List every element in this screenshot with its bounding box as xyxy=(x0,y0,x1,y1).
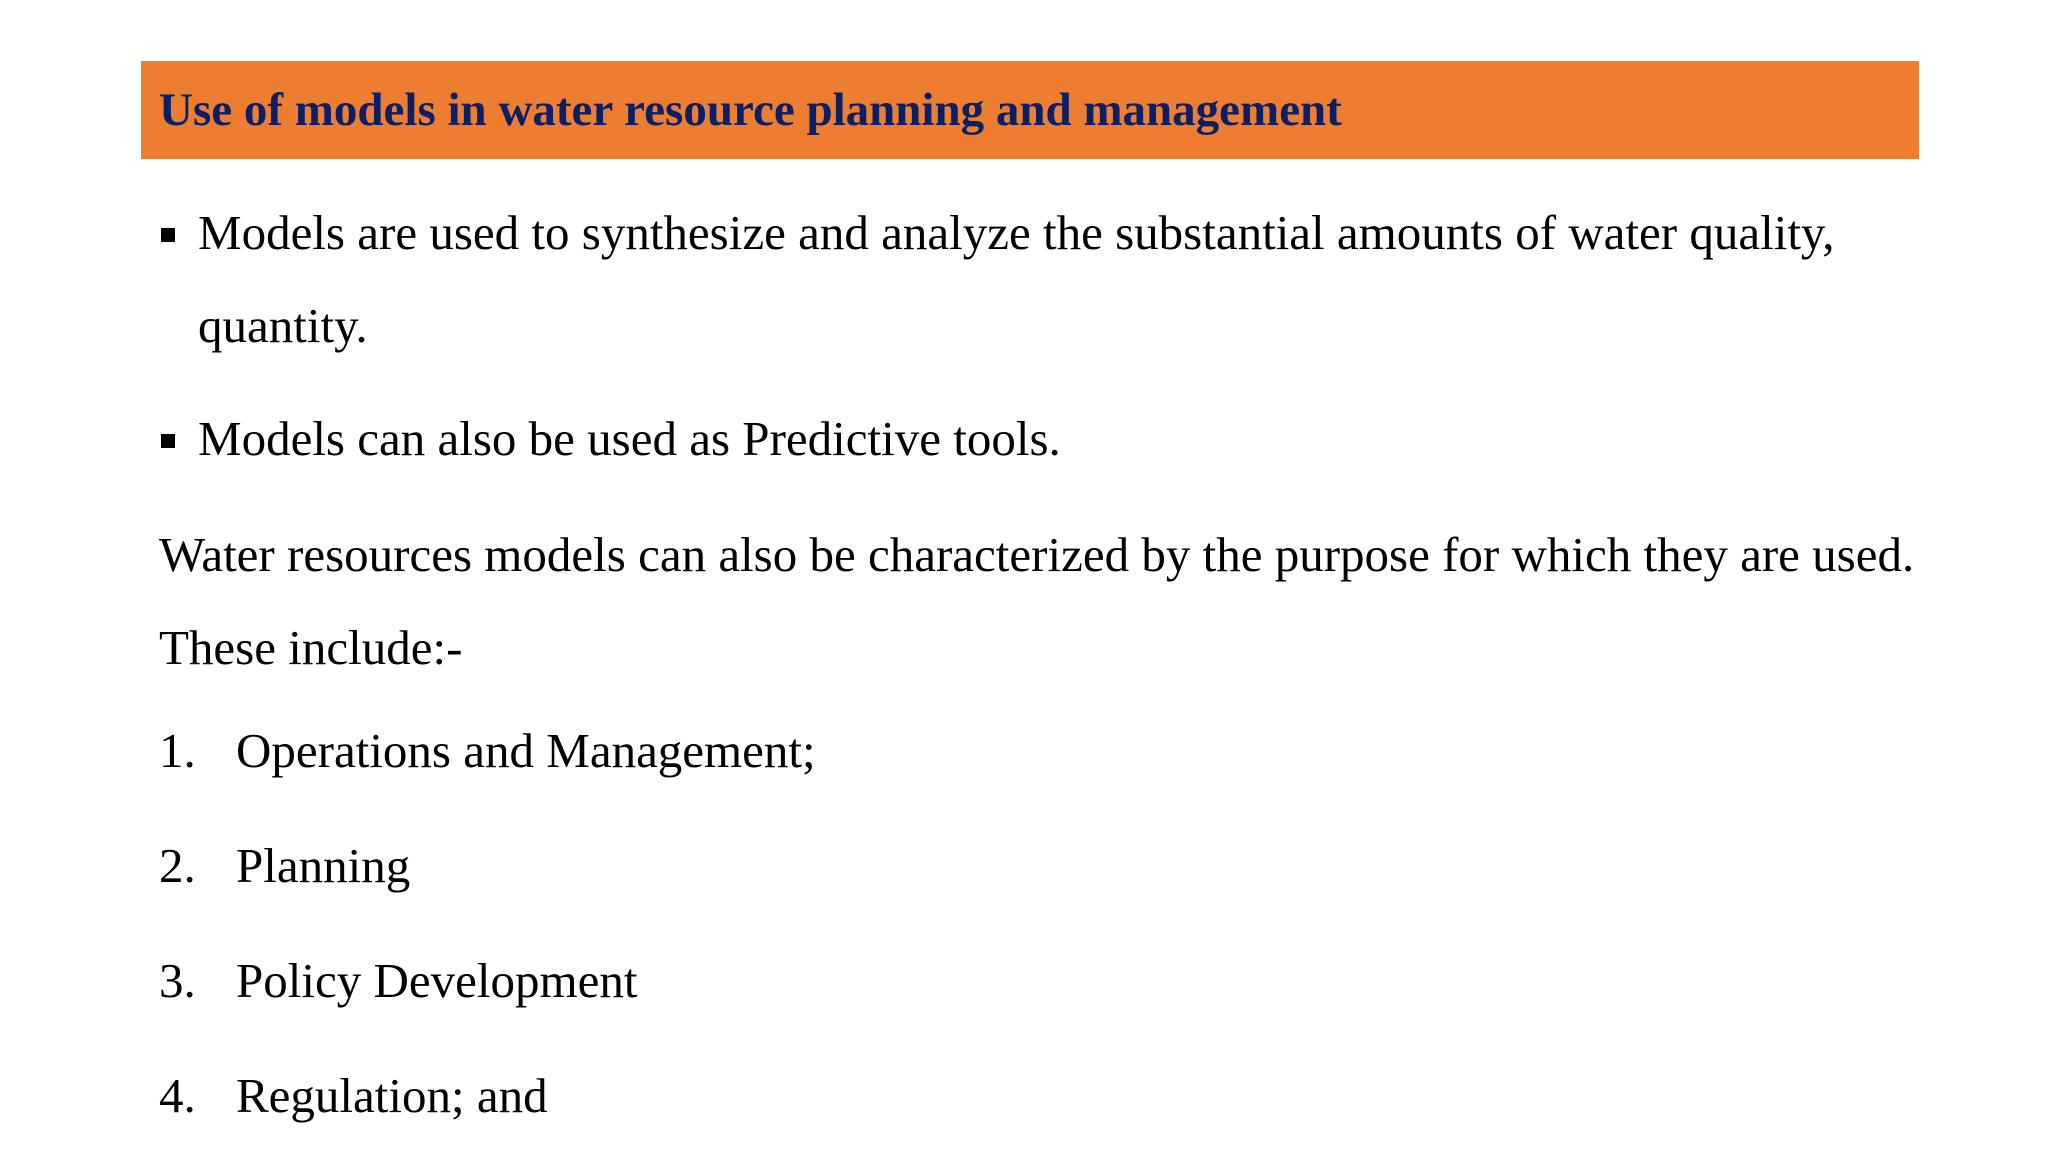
square-bullet-icon xyxy=(161,228,175,242)
bullet-text: Models can also be used as Predictive tools. xyxy=(198,411,1061,466)
item-number: 3. xyxy=(159,953,196,1008)
item-text: Regulation; and xyxy=(236,1068,548,1123)
slide-title: Use of models in water resource planning and management xyxy=(159,84,1342,136)
item-number: 1. xyxy=(159,723,196,778)
item-number: 4. xyxy=(159,1068,196,1123)
item-number: 2. xyxy=(159,838,196,893)
body-paragraph: Water resources models can also be characterized by the purpose for which they are used. These include:- xyxy=(159,527,1915,675)
square-bullet-icon xyxy=(161,434,175,448)
item-text: Policy Development xyxy=(236,953,638,1008)
item-text: Operations and Management; xyxy=(236,723,816,778)
bullet-text: Models are used to synthesize and analyze the substantial amounts of water quality, quantity. xyxy=(198,205,1835,353)
title-banner xyxy=(141,61,1919,159)
item-text: Planning xyxy=(236,838,411,893)
